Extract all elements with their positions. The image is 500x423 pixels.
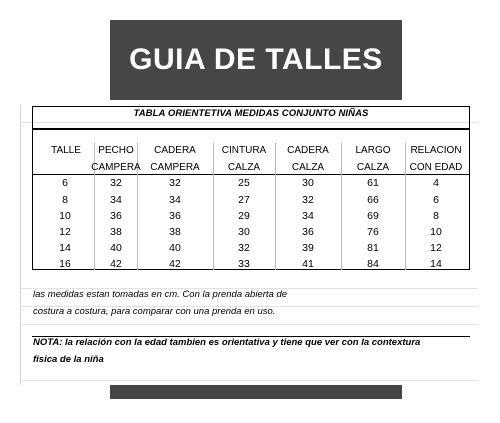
table-cell: 4 xyxy=(433,177,439,189)
table-cell: 34 xyxy=(110,194,122,206)
table-cell: 42 xyxy=(110,258,122,270)
table-cell: 66 xyxy=(367,194,379,206)
table-cell: 12 xyxy=(59,226,71,238)
table-cell: 81 xyxy=(367,242,379,254)
table-cell: 14 xyxy=(59,242,71,254)
table-title: TABLA ORIENTETIVA MEDIDAS CONJUNTO NIÑAS xyxy=(133,108,369,119)
table-cell: 29 xyxy=(238,210,250,222)
title-banner xyxy=(110,20,402,100)
header-relacion xyxy=(406,144,466,174)
table-cell: 38 xyxy=(110,226,122,238)
nota-line1: NOTA: la relación con la edad tambien es orientativa y tiene que ver con la contextura xyxy=(33,337,421,348)
table-cell: 40 xyxy=(110,242,122,254)
table-cell: 6 xyxy=(62,177,68,189)
table-cell: 16 xyxy=(59,258,71,270)
column-divider xyxy=(275,143,276,270)
header-label: CADERA xyxy=(154,145,196,156)
divider xyxy=(32,128,470,130)
table-cell: 8 xyxy=(433,210,439,222)
table-cell: 61 xyxy=(367,177,379,189)
table-cell: 30 xyxy=(238,226,250,238)
header-cadera-campera xyxy=(145,144,205,174)
table-cell: 32 xyxy=(238,242,250,254)
table-cell: 33 xyxy=(238,258,250,270)
measures-note-line2: costura a costura, para comparar con una prenda en uso. xyxy=(33,306,276,317)
table-cell: 10 xyxy=(59,210,71,222)
table-cell: 39 xyxy=(302,242,314,254)
table-cell: 36 xyxy=(110,210,122,222)
table-cell: 12 xyxy=(430,242,442,254)
table-cell: 76 xyxy=(367,226,379,238)
gridline xyxy=(20,324,478,325)
table-cell: 32 xyxy=(110,177,122,189)
table-cell: 34 xyxy=(169,194,181,206)
table-cell: 10 xyxy=(430,226,442,238)
table-cell: 8 xyxy=(62,194,68,206)
header-label: CADERA xyxy=(287,145,329,156)
header-label: CAMPERA xyxy=(150,162,200,173)
table-cell: 36 xyxy=(169,210,181,222)
table-cell: 6 xyxy=(433,194,439,206)
table-cell: 40 xyxy=(169,242,181,254)
table-cell: 30 xyxy=(302,177,314,189)
header-pecho xyxy=(86,144,146,174)
header-label: TALLE xyxy=(51,145,81,156)
page-title: GUIA DE TALLES xyxy=(129,43,383,76)
header-label: PECHO xyxy=(98,145,134,156)
table-cell: 32 xyxy=(169,177,181,189)
table-cell: 38 xyxy=(169,226,181,238)
header-label: RELACION xyxy=(410,145,462,156)
table-cell: 25 xyxy=(238,177,250,189)
table-cell: 14 xyxy=(430,258,442,270)
table-cell: 42 xyxy=(169,258,181,270)
measures-note-line1: las medidas estan tomadas en cm. Con la prenda abierta de xyxy=(33,289,288,300)
bottom-bar xyxy=(110,385,402,399)
gridline xyxy=(20,380,478,381)
table-cell: 41 xyxy=(302,258,314,270)
table-cell: 27 xyxy=(238,194,250,206)
header-largo xyxy=(343,144,403,174)
column-divider xyxy=(341,143,342,270)
table-cell: 34 xyxy=(302,210,314,222)
nota-line2: fisica de la niña xyxy=(33,354,104,365)
header-label: CINTURA xyxy=(221,145,267,156)
table-cell: 84 xyxy=(367,258,379,270)
table-cell: 32 xyxy=(302,194,314,206)
header-label: CON EDAD xyxy=(409,162,463,173)
header-cintura xyxy=(214,144,274,174)
header-label: CALZA xyxy=(291,162,325,173)
header-label: CALZA xyxy=(356,162,390,173)
table-cell: 69 xyxy=(367,210,379,222)
header-label: LARGO xyxy=(355,145,391,156)
header-label: CALZA xyxy=(227,162,261,173)
table-cell: 36 xyxy=(302,226,314,238)
header-label: CAMPERA xyxy=(91,162,141,173)
header-cadera-calza xyxy=(278,144,338,174)
